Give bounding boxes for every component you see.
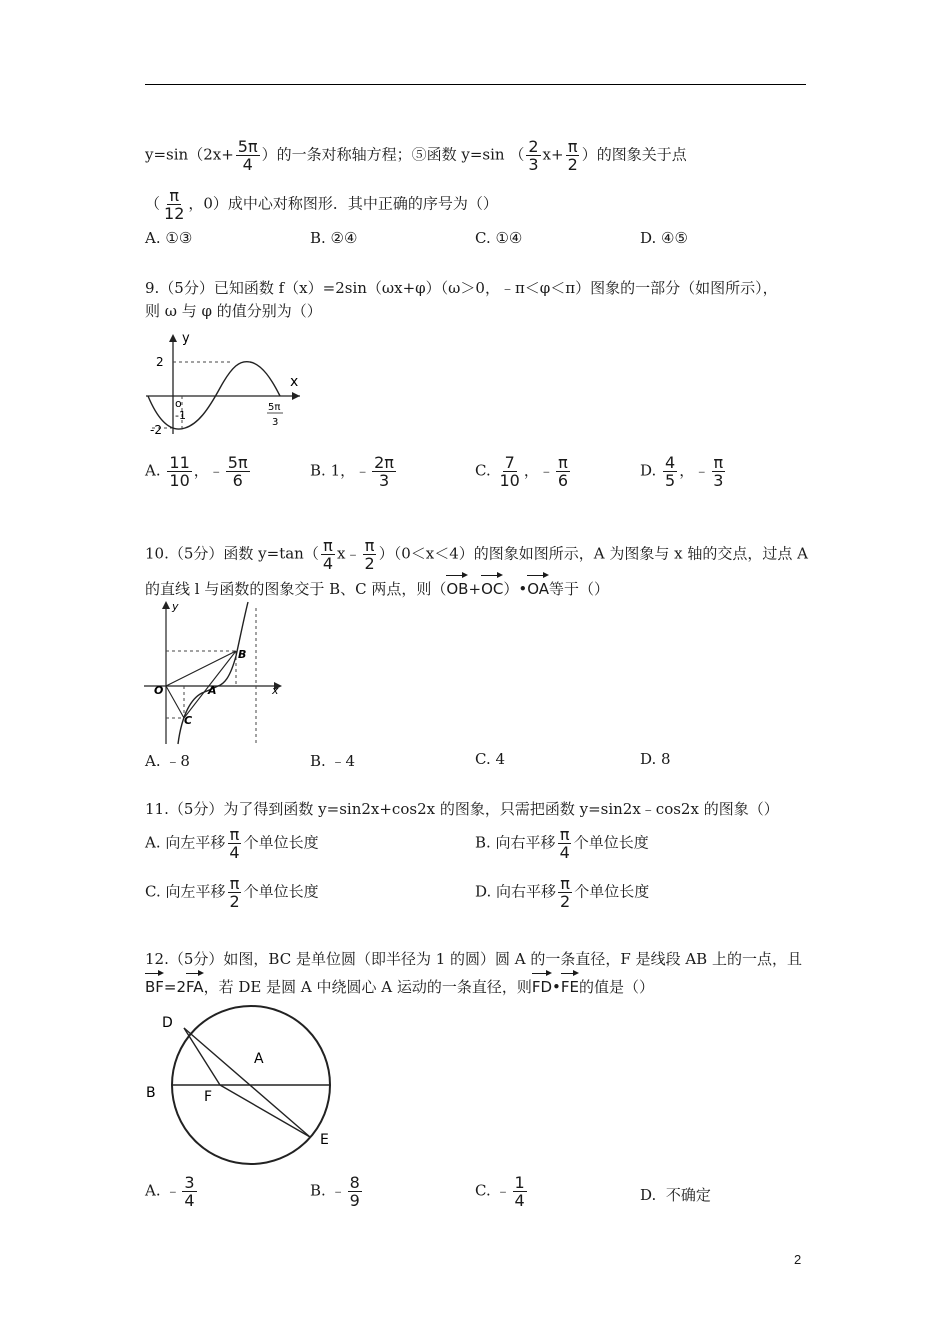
q12-point-b-label: B xyxy=(146,1085,156,1101)
q9-neg1-label: -1 xyxy=(175,409,186,422)
q9-option-a[interactable]: A. $\frac{11}{10}$ ，﹣ $\frac{5\pi}{6}$ xyxy=(145,453,248,490)
q8-option-c[interactable]: C. ①④ xyxy=(475,229,523,247)
q10-stem-line2: 的直线 l 与函数的图象交于 B、C 两点，则（OB+OC）•OA等于（） xyxy=(145,574,609,600)
q8-option-b[interactable]: B. ②④ xyxy=(310,229,358,247)
q11-option-b[interactable]: B. 向右平移 $\frac{\pi}{4}$ 个单位长度 xyxy=(475,825,649,862)
q9-option-d[interactable]: D. $\frac{4}{5}$ ，﹣ $\frac{\pi}{3}$ xyxy=(640,453,724,490)
q12-point-d-label: D xyxy=(162,1015,173,1031)
q10-stem-line1: 10.（5分）函数 y=tan（ $\frac{\pi}{4}$ x﹣ $\frac{\pi}{2}$ ）（0＜x＜4）的图象如图所示，A 为图象与 x 轴的交点，过点 A xyxy=(145,536,808,573)
q8-option-d[interactable]: D. ④⑤ xyxy=(640,229,688,247)
q10-point-c-label: C xyxy=(184,714,193,727)
q10-option-d[interactable]: D. 8 xyxy=(640,750,671,768)
q10-option-c[interactable]: C. 4 xyxy=(475,750,506,768)
q11-option-c[interactable]: C. 向左平移 $\frac{\pi}{2}$ 个单位长度 xyxy=(145,874,319,911)
q9-origin-label: o xyxy=(175,397,182,410)
q9-y-label: y xyxy=(182,331,190,346)
q12-option-b[interactable]: B. ﹣ $\frac{8}{9}$ xyxy=(310,1173,360,1210)
q10-option-a[interactable]: A. ﹣8 xyxy=(145,752,190,770)
q9-x-label: x xyxy=(290,374,299,390)
q12-option-a[interactable]: A. ﹣ $\frac{3}{4}$ xyxy=(145,1173,195,1210)
q10-tan-graph xyxy=(140,598,290,746)
q10-point-a-label: A xyxy=(208,684,217,697)
q12-point-e-label: E xyxy=(320,1132,329,1148)
q11-stem: 11.（5分）为了得到函数 y=sin2x+cos2x 的图象，只需把函数 y=sin2x﹣cos2x 的图象（） xyxy=(145,800,779,818)
q10-point-b-label: B xyxy=(238,648,247,661)
q11-option-a[interactable]: A. 向左平移 $\frac{\pi}{4}$ 个单位长度 xyxy=(145,825,319,862)
vector-ob: OB xyxy=(446,574,468,600)
page-number: 2 xyxy=(794,1252,802,1267)
q11-option-d[interactable]: D. 向右平移 $\frac{\pi}{2}$ 个单位长度 xyxy=(475,874,650,911)
q12-stem-line1: 12.（5分）如图，BC 是单位圆（即半径为 1 的圆）圆 A 的一条直径，F 是线段 AB 上的一点，且 xyxy=(145,950,802,968)
header-rule xyxy=(145,84,806,85)
q9-neg2-label: -2 xyxy=(150,423,162,437)
vector-oc: OC xyxy=(481,574,503,600)
q10-y-label: y xyxy=(172,600,179,613)
q10-origin-label: O xyxy=(154,684,164,697)
q12-point-f-label: F xyxy=(204,1089,213,1105)
q9-sine-graph xyxy=(140,330,310,440)
q8-line2: （ $\frac{\pi}{12}$ ，0）成中心对称图形．其中正确的序号为（） xyxy=(145,186,498,223)
q9-tick-denominator: 3 xyxy=(272,417,279,428)
vector-bf: BF xyxy=(145,972,164,998)
q10-x-label: x xyxy=(272,684,279,697)
q9-stem-line1: 9.（5分）已知函数 f（x）=2sin（ωx+φ）（ω＞0，﹣π＜φ＜π）图象的一部分（如图所示）， xyxy=(145,279,778,297)
vector-fd: FD xyxy=(532,972,552,998)
q8-line1: y=sin（2x+ $\frac{5\pi}{4}$ ）的一条对称轴方程；⑤函数 y=sin （ $\frac{2}{3}$ x+ $\frac{\pi}{2}$ ）的图象关于点 xyxy=(145,137,687,174)
q10-option-b[interactable]: B. ﹣4 xyxy=(310,752,356,770)
q12-stem-line2: BF=2FA，若 DE 是圆 A 中绕圆心 A 运动的一条直径，则FD•FE的值是（） xyxy=(145,972,654,998)
q9-option-c[interactable]: C. $\frac{7}{10}$ ，﹣ $\frac{\pi}{6}$ xyxy=(475,453,569,490)
q12-point-a-label: A xyxy=(254,1051,264,1067)
q12-circle-figure xyxy=(140,1005,350,1185)
vector-oa: OA xyxy=(527,574,549,600)
q9-tick-numerator: 5π xyxy=(268,402,281,413)
vector-fe: FE xyxy=(561,972,579,998)
q9-stem-line2: 则 ω 与 φ 的值分别为（） xyxy=(145,302,322,320)
q8-option-a[interactable]: A. ①③ xyxy=(145,229,193,247)
q12-option-d[interactable]: D. 不确定 xyxy=(640,1186,711,1204)
q9-option-b[interactable]: B. 1，﹣ $\frac{2\pi}{3}$ xyxy=(310,453,394,490)
vector-fa: FA xyxy=(186,972,204,998)
q9-two-label: 2 xyxy=(156,355,164,369)
q12-option-c[interactable]: C. ﹣ $\frac{1}{4}$ xyxy=(475,1173,525,1210)
